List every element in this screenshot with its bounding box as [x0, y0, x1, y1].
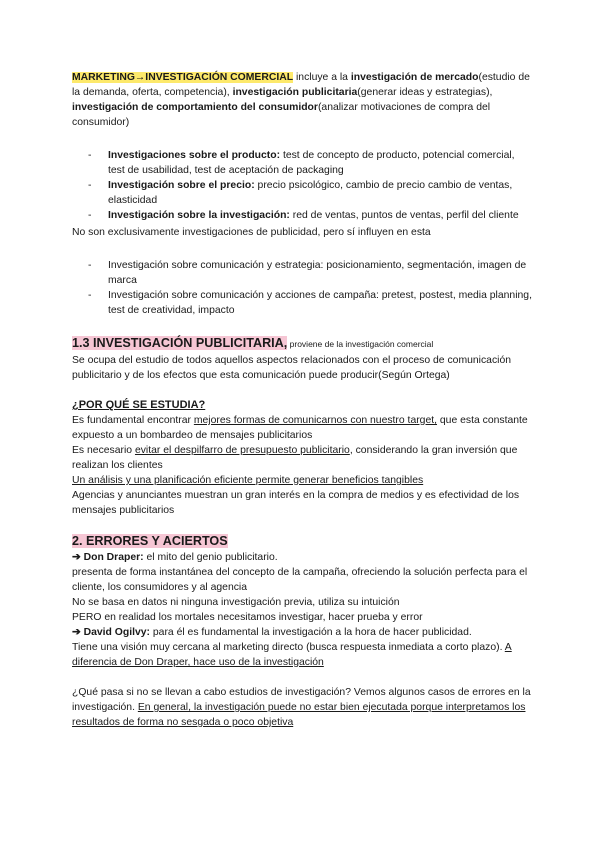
list-item — [72, 178, 532, 208]
list-item-text: red de ventas, puntos de ventas, perfil del cliente — [289, 210, 519, 221]
porque-line-3: Un análisis y una planificación eficiente permite generar beneficios tangibles — [72, 475, 424, 486]
section-subtitle: proviene de la investigación comercial — [287, 339, 434, 349]
section-2-heading — [72, 533, 532, 550]
intro-text: (generar ideas y estrategias), — [357, 87, 493, 98]
list-item — [72, 148, 532, 178]
communication-list — [72, 258, 532, 318]
list-item: - Investigación sobre comunicación y estrategia: posicionamiento, segmentación, imagen de marca — [72, 258, 532, 288]
draper-p2: No se basa en datos ni ninguna investigación previa, utiliza su intuición — [72, 597, 400, 608]
ogilvy-p4 — [72, 640, 532, 670]
text: Tiene una visión muy cercana al marketing directo (busca respuesta inmediata a corto plazo). — [72, 642, 505, 653]
intro-bold-consumidor: investigación de comportamiento del consumidor — [72, 102, 318, 113]
no-exclusive-text: No son exclusivamente investigaciones de publicidad, pero sí influyen en esta — [72, 227, 431, 238]
intro-text: (analizar motivaciones de compra del consumidor) — [72, 102, 491, 128]
underlined-text: mejores formas de comunicarnos con nuestro target, — [193, 415, 438, 426]
ogilvy-line — [72, 625, 532, 640]
draper-p3: PERO en realidad los mortales necesitamos investigar, hacer prueba y error — [72, 612, 423, 623]
intro-bold-mercado: investigación de mercado — [350, 72, 479, 83]
intro-text: incluye a la — [293, 72, 351, 83]
arrow-bold: ➔ David Ogilvy: — [72, 627, 150, 638]
text: ¿Qué pasa si no se llevan a cabo estudios de investigación? Vemos algunos casos de errores en la investigación. — [72, 687, 531, 713]
intro-text: (estudio de la demanda, oferta, competencia), — [72, 72, 530, 98]
draper-p1: presenta de forma instantánea del concepto de la campaña, ofreciendo la solución perfecta para el cliente, los consumidores y al agencia — [72, 567, 528, 593]
section-1-3-heading — [72, 335, 532, 353]
underlined-text: En general, la investigación puede no estar bien ejecutada porque interpretamos los resultados de forma no sesgada o poco objetiva — [72, 702, 526, 728]
document-page — [72, 70, 532, 730]
list-item-bold: Investigaciones sobre el producto: — [108, 150, 281, 161]
list-item-text: test de concepto de producto, potencial comercial, test de usabilidad, test de aceptación de packaging — [108, 150, 515, 176]
section-1-3-body: Se ocupa del estudio de todos aquellos aspectos relacionados con el proceso de comunicación publicitario y de los efectos que esta comunicación puede producir(Según Ortega) — [72, 355, 512, 381]
text: el mito del genio publicitario. — [143, 552, 278, 563]
porque-line-2 — [72, 443, 532, 473]
list-item-text: precio psicológico, cambio de precio cambio de ventas, elasticidad — [108, 180, 513, 206]
porque-line-1 — [72, 413, 532, 443]
list-item-bold: Investigación sobre el precio: — [108, 180, 255, 191]
text: que esta constante expuesto a un bombardeo de mensajes publicitarios — [72, 415, 528, 441]
text: Es necesario — [72, 445, 135, 456]
intro-highlight: MARKETING→INVESTIGACIÓN COMERCIAL — [72, 72, 294, 83]
text: para él es fundamental la investigación a la hora de hacer publicidad. — [150, 627, 472, 638]
intro-bold-publicitaria: investigación publicitaria — [232, 87, 358, 98]
text: , considerando la gran inversión que realizan los clientes — [72, 445, 518, 471]
don-draper-line — [72, 550, 532, 565]
list-item — [72, 208, 532, 223]
list-item: - Investigación sobre comunicación y acciones de campaña: pretest, postest, media planning, test de creatividad, impacto — [72, 288, 532, 318]
porque-heading: ¿POR QUÉ SE ESTUDIA? — [72, 399, 206, 411]
list-item-bold: Investigación sobre la investigación: — [108, 210, 290, 221]
underlined-text: A diferencia de Don Draper, hace uso de la investigación — [72, 642, 512, 668]
underlined-text: evitar el despilfarro de presupuesto publicitario — [134, 445, 350, 456]
text: Es fundamental encontrar — [72, 415, 194, 426]
arrow-bold: ➔ Don Draper: — [72, 552, 144, 563]
section-title: 1.3 INVESTIGACIÓN PUBLICITARIA, — [72, 336, 288, 350]
question-paragraph — [72, 685, 532, 730]
intro-paragraph — [72, 70, 532, 130]
section-title: 2. ERRORES Y ACIERTOS — [72, 534, 228, 548]
research-types-list — [72, 148, 532, 223]
porque-line-4: Agencias y anunciantes muestran un gran interés en la compra de medios y es efectividad de los mensajes publicitarios — [72, 490, 520, 516]
